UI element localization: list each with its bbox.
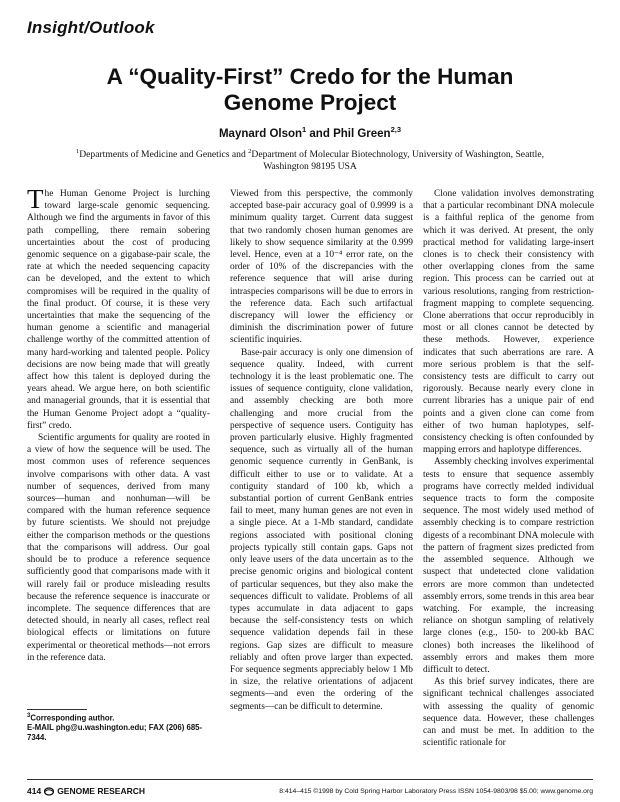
paragraph: Clone validation involves demonstrating that a particular recombinant DNA molecule is a faithful replica of the genome from which it was derived. At present, the only practical method for validating large-insert clones is to check their consistency with other overlapping clones from the same region. This process can be carried out at various resolutions, ranging from restriction-fragment mapping to complete sequencing. Clone aberrations that occur reproducibly in most or all clones cannot be detected by these methods. However, experience indicates that such aberrations are rare. A more serious problem is that the self-consistency tests are difficult to carry out rigorously. Because nearly every clone in current libraries has a unique pair of end points and a given clone can come from either of two human haplotypes, self-consistency checking is often confounded by mapping errors and haplotype differences. <box>423 189 594 456</box>
affiliations <box>40 146 580 173</box>
footnote-label: Corresponding author. <box>30 713 115 723</box>
journal-name: GENOME RESEARCH <box>57 786 146 796</box>
author-2: Phil Green <box>333 127 391 140</box>
footnote-contact: E-MAIL phg@u.washington.edu; FAX (206) 685-7344. <box>27 723 203 742</box>
section-label: Insight/Outlook <box>27 18 155 37</box>
author-line <box>40 125 580 140</box>
drop-cap: T <box>27 184 44 214</box>
affil-sup-1: 1 <box>76 148 80 155</box>
page-number: 414 <box>27 786 42 796</box>
column-3 <box>423 188 594 749</box>
footnote <box>27 712 213 742</box>
paragraph: Base-pair accuracy is only one dimension of sequence quality. Indeed, with current technology it is the least problematic one. The issues of sequence contiguity, clone validation, and assembly checking are both more challenging and more crucial from the perspective of sequence users. Contiguity has proven particularly elusive. Highly fragmented sequence, such as virtually all of the human genomic sequence currently in GenBank, is difficult either to use or to validate. At a contiguity standard of 100 kb, which a substantial portion of current GenBank entries fail to meet, many human genes are not even in a single piece. At a 1-Mb standard, candidate regions associated with positional cloning projects typically still contain gaps. Gaps not only leave users of the data uncertain as to the precise genomic origins and biological content of particular sequences, but they also make the sequences difficult to validate. Problems of all types accumulate in data adjacent to gaps because the self-consistency tests on which sequence validation depends fail in these regions. Gap sizes are difficult to measure reliably and often prove larger than expected. For sequence segments appreciably below 1 Mb in size, the relative orientations of adjacent segments—and even the ordering of the segments—can be difficult to determine. <box>230 347 413 712</box>
author-2-sup: 2,3 <box>390 125 402 134</box>
paragraph: Scientific arguments for quality are rooted in a view of how the sequence will be used. The most common uses of reference sequences involve comparisons with other data. A vast number of sequences, derived from many sources—human and nonhuman—will be compared with the human reference sequence by future scientists. We should not prejudge either the comparison methods or the questions that the comparisons will address. Our goal should be to produce a reference sequence sufficiently good that comparisons made with it will rarely fail or produce misleading results because the reference sequence is inaccurate or incomplete. The sequence differences that are detected should, in nearly all cases, reflect real biological effects or limitations on future experimental or theoretical methods—not errors in the reference data. <box>27 433 210 663</box>
affil-sup-2: 2 <box>248 148 252 155</box>
column-2 <box>230 188 413 713</box>
paragraph: Viewed from this perspective, the commonly accepted base-pair accuracy goal of 0.9999 is a minimum quality target. Current data suggest that two randomly chosen human genomes are likely to show sequence similarity at the 0.999 level. Hence, even at a 10⁻⁴ error rate, on the order of 10% of the discrepancies with the reference sequence that will arise during intraspecies comparisons will be due to errors in the reference data. Each such artifactual discrepancy will lower the efficiency or diminish the discrimination power of future scientific inquiries. <box>230 189 413 346</box>
paragraph: Assembly checking involves experimental tests to ensure that sequence assembly programs have correctly melded individual sequence tracts to form the composite sequence. The most widely used method of assembly checking is to compare restriction digests of a recombinant DNA molecule with the pattern of fragment sizes predicted from the assembled sequence. Although we suspect that undetected clone validation errors are more common than undetected assembly errors, some trends in this area bear watching. For example, the increasing reliance on shotgun sampling of relatively large clones (e.g., 150- to 200-kb BAC clones) both increases the likelihood of assembly errors and makes them more difficult to detect. <box>423 457 594 675</box>
article-title <box>40 64 580 116</box>
footnote-sup: 3 <box>27 713 31 719</box>
footnote-rule <box>27 709 87 710</box>
author-and: and <box>306 127 334 140</box>
journal-logo-icon <box>44 787 54 796</box>
paragraph <box>27 184 210 432</box>
affil-text-2: Department of Molecular Biotechnology, University of Washington, Seattle, <box>251 149 544 161</box>
column-1 <box>27 184 210 664</box>
author-1: Maynard Olson <box>218 127 303 140</box>
affil-text-1: Departments of Medicine and Genetics and <box>79 149 249 161</box>
affil-line-2: Washington 98195 USA <box>263 161 357 173</box>
author-1-sup: 1 <box>302 125 307 134</box>
footer-left <box>27 786 145 796</box>
paragraph-text: he Human Genome Project is lurching toward large-scale genomic sequencing. Although we find the arguments in favor of this path compelling, there remain sobering uncertainties about the cost of producing genomic sequence on a gigabase-pair scale, the rate at which the needed sequencing capacity can be developed, and the extent to which compromises will be required in the quality of the final product. Of course, it is these very uncertainties that make the sequencing of the human genome a scientific and managerial challenge worthy of the committed attention of many hard-working and talented people. Policy decisions are now being made that will greatly affect how this talent is deployed during the years ahead. We argue here, on both scientific and managerial grounds, that it is essential that the Human Genome Project adopt a “quality-first” credo. <box>27 189 210 431</box>
title-line-2: Genome Project <box>223 90 397 115</box>
footer-rule <box>27 779 593 780</box>
paragraph: As this brief survey indicates, there are significant technical challenges associated with assessing the quality of genomic sequence data. However, these challenges can and must be met. In addition to the scientific rationale for <box>423 677 594 749</box>
footer-citation: 8:414–415 ©1998 by Cold Spring Harbor Laboratory Press ISSN 1054-9803/98 $5.00; www.genome.org <box>279 788 593 795</box>
title-line-1: A “Quality-First” Credo for the Human <box>106 64 514 89</box>
